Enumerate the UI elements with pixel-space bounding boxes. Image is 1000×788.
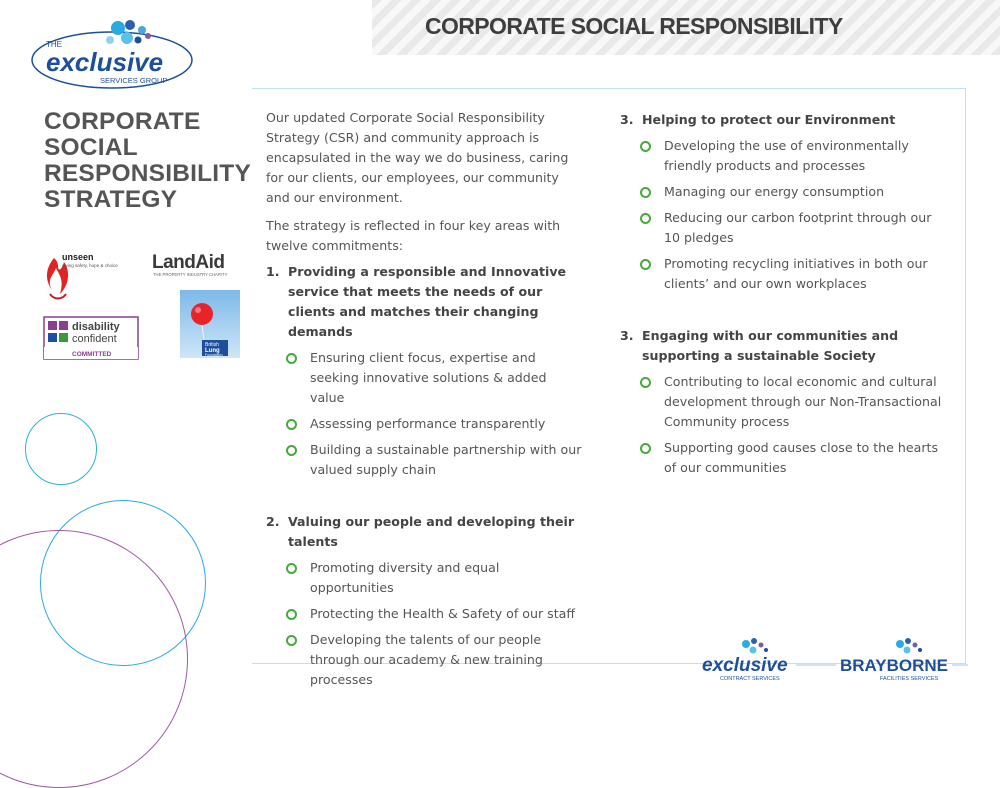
bullet-circle-icon — [286, 353, 297, 364]
svg-text:confident: confident — [72, 333, 117, 345]
bullet-circle-icon — [640, 187, 651, 198]
landaid-logo — [152, 250, 244, 280]
page-header-title: CORPORATE SOCIAL RESPONSIBILITY — [425, 13, 843, 39]
logo-name: exclusive — [46, 47, 164, 77]
bullet-circle-icon — [286, 445, 297, 456]
list-item: Reducing our carbon footprint through our 10 pledges — [620, 208, 942, 248]
bullet-circle-icon — [640, 141, 651, 152]
section-heading: 2. Valuing our people and developing their talents — [266, 514, 575, 549]
decorative-circle-small — [25, 413, 97, 485]
middle-column — [266, 108, 582, 690]
list-item: Developing the use of environmentally friendly products and processes — [620, 136, 942, 176]
svg-text:FACILITIES SERVICES: FACILITIES SERVICES — [880, 676, 939, 682]
svg-text:THE PROPERTY INDUSTRY CHARITY: THE PROPERTY INDUSTRY CHARITY — [153, 272, 228, 277]
intro-paragraph: The strategy is reflected in four key areas with twelve commitments: — [266, 218, 561, 253]
svg-text:British: British — [205, 342, 219, 348]
bullet-circle-icon — [286, 635, 297, 646]
section-heading: 1. Providing a responsible and Innovative service that meets the needs of our clients and matches their changing demands — [266, 264, 567, 339]
section-heading: 3. Helping to protect our Environment — [620, 112, 896, 127]
svg-text:Lung: Lung — [205, 348, 220, 354]
british-lung-foundation-logo — [180, 290, 240, 358]
svg-text:BRAYBORNE: BRAYBORNE — [840, 656, 949, 675]
list-item: Assessing performance transparently — [266, 414, 582, 434]
svg-text:LandAid: LandAid — [152, 252, 225, 273]
svg-text:disability: disability — [72, 321, 120, 333]
list-item: Ensuring client focus, expertise and seeking innovative solutions & added value — [266, 348, 582, 408]
svg-text:giving safety, hope & choice: giving safety, hope & choice — [62, 263, 118, 268]
intro-paragraph: Our updated Corporate Social Responsibility Strategy (CSR) and community approach is encapsulated in the way we do business, caring for our clients, our employees, our community and our environment. — [266, 110, 569, 205]
list-item: Promoting recycling initiatives in both our clients’ and our own workplaces — [620, 254, 942, 294]
list-item: Supporting good causes close to the hearts of our communities — [620, 438, 942, 478]
list-item: Protecting the Health & Safety of our staff — [266, 604, 582, 624]
list-item: Promoting diversity and equal opportunities — [266, 558, 582, 598]
svg-text:Foundation: Foundation — [205, 353, 223, 357]
section-heading: 3. Engaging with our communities and supporting a sustainable Society — [620, 328, 899, 363]
brayborne-facilities-services-logo — [840, 638, 948, 682]
bullet-circle-icon — [286, 609, 297, 620]
logo-the: THE — [46, 40, 62, 49]
unseen-logo — [40, 250, 140, 302]
disability-confident-logo — [43, 316, 139, 360]
strategy-title: CORPORATE SOCIAL RESPONSIBILITY STRATEGY — [44, 108, 251, 213]
exclusive-contract-services-logo — [702, 638, 788, 682]
logo-subtitle: SERVICES GROUP — [100, 76, 168, 85]
right-column — [620, 108, 942, 478]
svg-text:CONTRACT SERVICES: CONTRACT SERVICES — [720, 676, 780, 682]
list-item: Building a sustainable partnership with our valued supply chain — [266, 440, 582, 480]
svg-text:COMMITTED: COMMITTED — [72, 351, 112, 358]
list-item: Managing our energy consumption — [620, 182, 942, 202]
footer-logos — [700, 634, 970, 688]
bullet-circle-icon — [286, 563, 297, 574]
svg-text:unseen: unseen — [62, 252, 94, 262]
exclusive-services-group-logo — [30, 16, 195, 92]
list-item: Contributing to local economic and cultural development through our Non-Transactional Community process — [620, 372, 942, 432]
bullet-circle-icon — [640, 377, 651, 388]
bullet-circle-icon — [640, 259, 651, 270]
bullet-circle-icon — [286, 419, 297, 430]
list-item: Developing the talents of our people through our academy & new training processes — [266, 630, 582, 690]
bullet-circle-icon — [640, 443, 651, 454]
bullet-circle-icon — [640, 213, 651, 224]
svg-text:exclusive: exclusive — [702, 655, 788, 676]
